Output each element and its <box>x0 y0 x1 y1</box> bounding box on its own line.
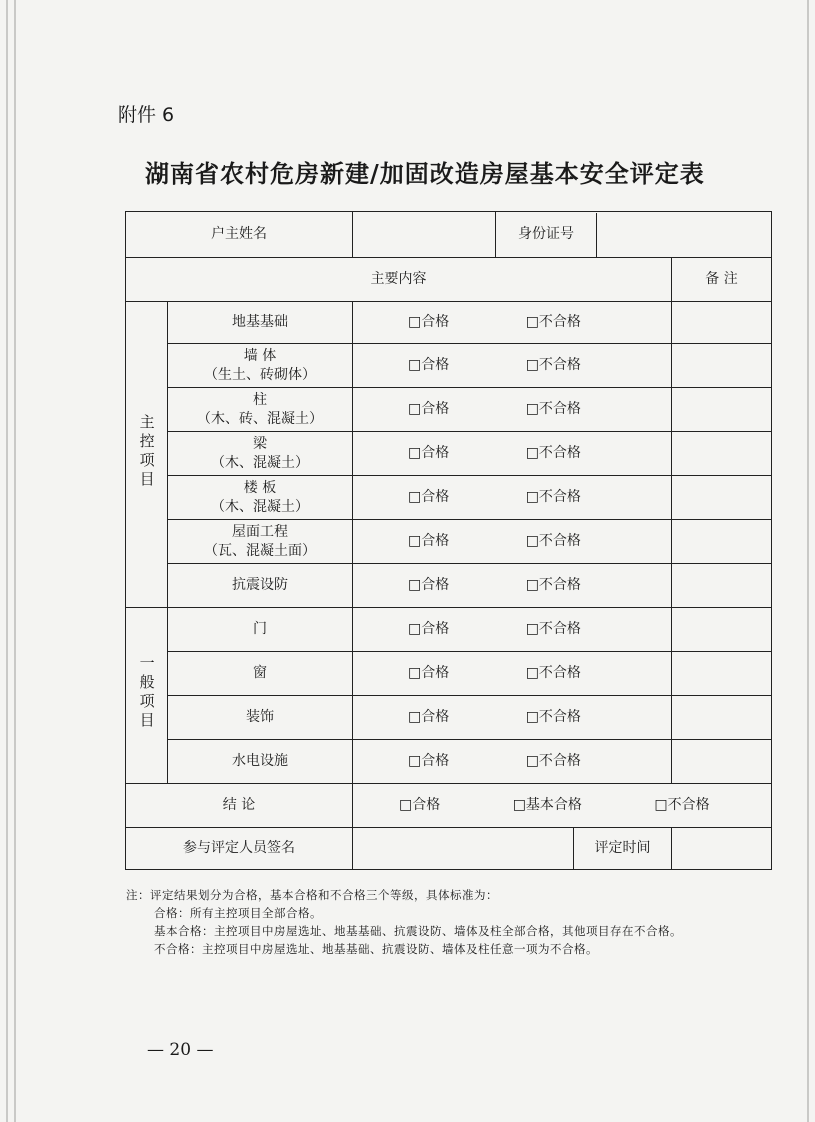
item-name <box>168 608 353 652</box>
item-name <box>168 740 353 784</box>
remarks-cell[interactable] <box>672 696 772 740</box>
notes-fail: 不合格：主控项目中房屋选址、地基基础、抗震设防、墙体及柱任意一项为不合格。 <box>154 942 598 956</box>
conclusion-pass-checkbox[interactable]: □合格 <box>399 797 441 814</box>
remarks-cell[interactable] <box>672 564 772 608</box>
remarks-cell[interactable] <box>672 432 772 476</box>
eval-time-field[interactable] <box>672 828 772 870</box>
page-number: — 20 — <box>147 1040 214 1060</box>
id-number-field[interactable] <box>597 213 771 257</box>
item-name-text: 窗 <box>253 665 267 682</box>
remarks-cell[interactable] <box>672 652 772 696</box>
fail-checkbox[interactable]: □不合格 <box>525 709 581 726</box>
item-options <box>353 302 672 344</box>
item-options <box>353 476 672 520</box>
conclusion-basic-pass-checkbox[interactable]: □基本合格 <box>512 797 582 814</box>
item-name <box>168 344 353 388</box>
item-name <box>168 520 353 564</box>
item-options <box>353 696 672 740</box>
signature-label: 参与评定人员签名 <box>126 828 353 870</box>
notes <box>126 886 786 958</box>
item-sub-text: （木、砖、混凝土） <box>197 410 323 427</box>
item-name <box>168 652 353 696</box>
main-content-header: 主要内容 <box>126 258 672 302</box>
general-items-label <box>126 608 168 784</box>
owner-name-field[interactable] <box>353 212 496 258</box>
item-name <box>168 432 353 476</box>
main-items-label-text: 主控项目 <box>137 413 156 490</box>
item-sub-text: （瓦、混凝土面） <box>204 542 316 559</box>
notes-intro: 注：评定结果划分为合格，基本合格和不合格三个等级，具体标准为： <box>126 888 498 902</box>
id-number-label: 身份证号 <box>496 213 597 257</box>
remarks-cell[interactable] <box>672 740 772 784</box>
pass-checkbox[interactable]: □合格 <box>408 445 450 462</box>
item-options <box>353 344 672 388</box>
item-options <box>353 652 672 696</box>
item-options <box>353 520 672 564</box>
fail-checkbox[interactable]: □不合格 <box>525 401 581 418</box>
item-name <box>168 302 353 344</box>
item-name-text: 抗震设防 <box>232 577 288 594</box>
remarks-cell[interactable] <box>672 476 772 520</box>
pass-checkbox[interactable]: □合格 <box>408 577 450 594</box>
item-options <box>353 564 672 608</box>
conclusion-label: 结 论 <box>126 784 353 828</box>
fail-checkbox[interactable]: □不合格 <box>525 489 581 506</box>
item-sub-text: （木、混凝土） <box>211 498 309 515</box>
item-name <box>168 388 353 432</box>
notes-basic-pass: 基本合格：主控项目中房屋选址、地基基础、抗震设防、墙体及柱全部合格，其他项目存在不合格。 <box>154 924 682 938</box>
item-name <box>168 696 353 740</box>
item-options <box>353 608 672 652</box>
signature-field[interactable] <box>353 828 574 870</box>
item-name-text: 梁 <box>253 435 267 452</box>
page-edge-right <box>807 0 809 1122</box>
remarks-cell[interactable] <box>672 302 772 344</box>
page-edge-left-2 <box>14 0 16 1122</box>
conclusion-fail-checkbox[interactable]: □不合格 <box>654 797 710 814</box>
page-title: 湖南省农村危房新建/加固改造房屋基本安全评定表 <box>145 159 705 188</box>
item-options <box>353 432 672 476</box>
item-options <box>353 388 672 432</box>
conclusion-options <box>353 784 772 828</box>
owner-name-label: 户主姓名 <box>126 212 353 258</box>
id-row <box>496 212 772 258</box>
item-sub-text: （生土、砖砌体） <box>204 366 316 383</box>
item-name-text: 装饰 <box>246 709 274 726</box>
page-edge-left <box>6 0 8 1122</box>
remarks-cell[interactable] <box>672 520 772 564</box>
remarks-header: 备 注 <box>672 258 772 302</box>
annex-label: 附件 6 <box>118 104 175 126</box>
pass-checkbox[interactable]: □合格 <box>408 314 450 331</box>
fail-checkbox[interactable]: □不合格 <box>525 621 581 638</box>
item-name-text: 屋面工程 <box>232 523 288 540</box>
item-name-text: 柱 <box>253 391 267 408</box>
item-name <box>168 564 353 608</box>
item-name-text: 墙 体 <box>243 347 277 364</box>
pass-checkbox[interactable]: □合格 <box>408 621 450 638</box>
pass-checkbox[interactable]: □合格 <box>408 753 450 770</box>
fail-checkbox[interactable]: □不合格 <box>525 577 581 594</box>
fail-checkbox[interactable]: □不合格 <box>525 314 581 331</box>
item-options <box>353 740 672 784</box>
general-items-label-text: 一般项目 <box>137 654 156 731</box>
item-name-text: 水电设施 <box>232 753 288 770</box>
pass-checkbox[interactable]: □合格 <box>408 533 450 550</box>
assessment-table <box>125 211 772 870</box>
item-name-text: 地基基础 <box>232 314 288 331</box>
fail-checkbox[interactable]: □不合格 <box>525 753 581 770</box>
pass-checkbox[interactable]: □合格 <box>408 401 450 418</box>
pass-checkbox[interactable]: □合格 <box>408 709 450 726</box>
remarks-cell[interactable] <box>672 388 772 432</box>
main-items-label <box>126 302 168 608</box>
pass-checkbox[interactable]: □合格 <box>408 665 450 682</box>
remarks-cell[interactable] <box>672 608 772 652</box>
pass-checkbox[interactable]: □合格 <box>408 357 450 374</box>
fail-checkbox[interactable]: □不合格 <box>525 665 581 682</box>
pass-checkbox[interactable]: □合格 <box>408 489 450 506</box>
item-sub-text: （木、混凝土） <box>211 454 309 471</box>
eval-time-label: 评定时间 <box>574 828 672 870</box>
item-name <box>168 476 353 520</box>
fail-checkbox[interactable]: □不合格 <box>525 357 581 374</box>
item-name-text: 门 <box>253 621 267 638</box>
remarks-cell[interactable] <box>672 344 772 388</box>
item-name-text: 楼 板 <box>243 479 277 496</box>
fail-checkbox[interactable]: □不合格 <box>525 445 581 462</box>
notes-pass: 合格：所有主控项目全部合格。 <box>154 906 322 920</box>
fail-checkbox[interactable]: □不合格 <box>525 533 581 550</box>
